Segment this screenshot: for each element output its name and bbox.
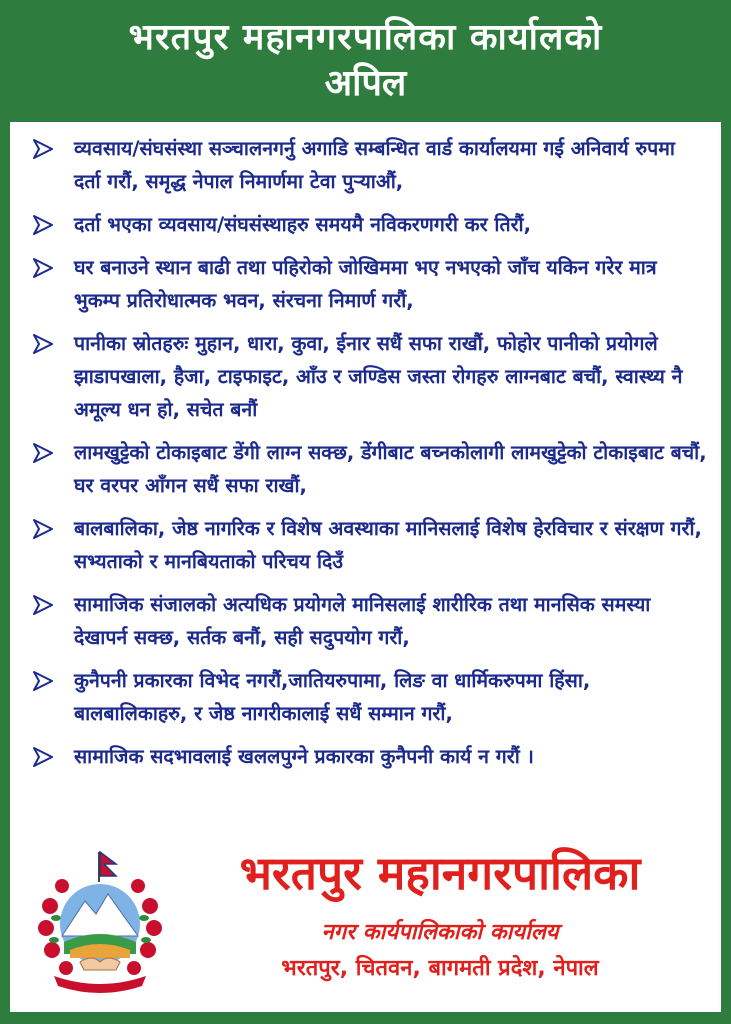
appeal-item [24, 327, 707, 426]
arrow-bullet-icon [32, 333, 54, 355]
arrow-bullet-icon [32, 257, 54, 279]
appeal-text: सामाजिक संजालको अत्यधिक प्रयोगले मानिसलाई शारीरिक तथा मानसिक समस्या देखापर्न सक्छ, सर्तक बनौं, सही सदुपयोग गरौं, [74, 593, 651, 649]
nepal-emblem-icon [30, 846, 170, 996]
appeal-text: दर्ता भएका व्यवसाय/संघसंस्थाहरु समयमै नविकरणगरी कर तिरौं, [74, 213, 532, 236]
appeal-item [24, 208, 707, 241]
office-address: भरतपुर, चितवन, बागमती प्रदेश, नेपाल [281, 956, 599, 981]
arrow-bullet-icon [32, 594, 54, 616]
header-title-line1: भरतपुर महानगरपालिका कार्यालको [128, 17, 603, 58]
appeal-item [24, 588, 707, 654]
appeal-text: घर बनाउने स्थान बाढी तथा पहिरोको जोखिममा भए नभएको जाँच यकिन गरेर मात्र भुकम्प प्रतिरोधात्मक भवन, संरचना निमार्ण गरौं, [74, 256, 657, 312]
appeal-item [24, 740, 707, 773]
arrow-bullet-icon [32, 746, 54, 768]
poster-header [0, 0, 731, 122]
office-name: नगर कार्यपालिकाको कार्यालय [321, 920, 559, 945]
arrow-bullet-icon [32, 670, 54, 692]
header-title-line2: अपिल [324, 63, 407, 104]
content-panel [10, 122, 721, 1012]
org-name: भरतपुर महानगरपालिका [239, 846, 641, 900]
appeal-text: बालबालिका, जेष्ठ नागरिक र विशेष अवस्थाका मानिसलाई विशेष हेरविचार र संरक्षण गरौं, सभ्यताको र मानबियताको परिचय दिउँ [74, 517, 702, 573]
footer [10, 822, 721, 1012]
appeal-list [10, 122, 721, 773]
appeal-item [24, 436, 707, 502]
appeal-text: पानीका स्रोतहरुः मुहान, धारा, कुवा, ईनार सधैं सफा राखौं, फोहोर पानीको प्रयोगले झाडापखाला, हैजा, टाइफाइट, आँउ र जण्डिस जस्ता रोगहरु लाग्नबाट बचौं, स्वास्थ्य नै अमूल्य धन हो, सचेत बनौं [74, 332, 683, 421]
appeal-text: कुनैपनी प्रकारका विभेद नगरौं,जातियरुपामा, लिङ वा धार्मिकरुपमा हिंसा, बालबालिकाहरु, र जेष्ठ नागरीकालाई सधैं सम्मान गरौं, [74, 669, 591, 725]
arrow-bullet-icon [32, 214, 54, 236]
arrow-bullet-icon [32, 138, 54, 160]
appeal-item [24, 512, 707, 578]
appeal-item [24, 132, 707, 198]
appeal-item [24, 251, 707, 317]
appeal-text: सामाजिक सदभावलाई खललपुग्ने प्रकारका कुनैपनी कार्य न गरौं । [74, 745, 534, 768]
arrow-bullet-icon [32, 518, 54, 540]
arrow-bullet-icon [32, 442, 54, 464]
appeal-text: व्यवसाय/संघसंस्था सञ्चालनगर्नु अगाडि सम्बन्धित वार्ड कार्यालयमा गई अनिवार्य रुपमा दर्ता गरौं, समृद्ध नेपाल निमार्णमा टेवा पुऱ्याऔं, [74, 137, 675, 193]
appeal-text: लामखुट्टेको टोकाइबाट डेंगी लाग्न सक्छ, डेंगीबाट बच्नकोलागी लामखुट्टेको टोकाइबाट बचौं, घर वरपर आँगन सधैं सफा राखौं, [74, 441, 707, 497]
appeal-item [24, 664, 707, 730]
